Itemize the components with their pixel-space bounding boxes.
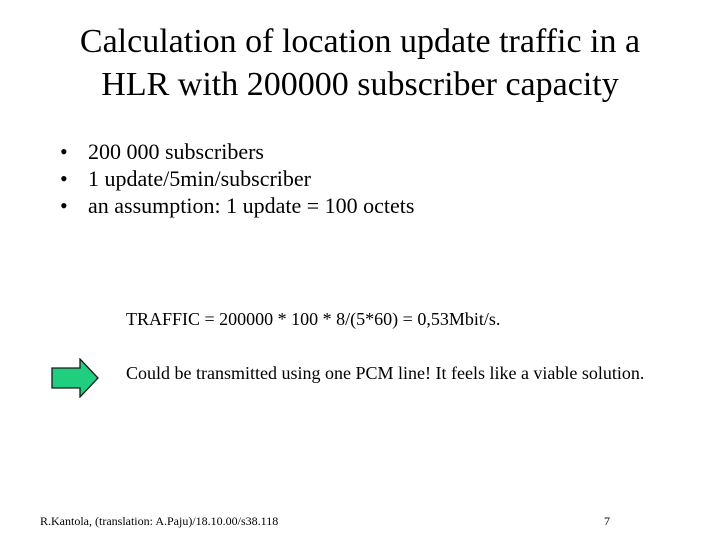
slide-title-line-2: HLR with 200000 subscriber capacity xyxy=(101,66,619,103)
traffic-formula: TRAFFIC = 200000 * 100 * 8/(5*60) = 0,53Mbit/s. xyxy=(126,309,501,329)
page-number: 7 xyxy=(604,514,610,528)
bullet-item xyxy=(60,138,420,165)
footer-credit: R.Kantola, (translation: A.Paju)/18.10.00/s38.118 xyxy=(40,514,279,528)
bullet-text: 1 update/5min/subscriber xyxy=(88,166,312,191)
bullet-item xyxy=(60,192,420,219)
bullet-list xyxy=(60,138,420,219)
bullet-text: an assumption: 1 update = 100 octets xyxy=(88,193,415,218)
bullet-text: 200 000 subscribers xyxy=(88,139,264,164)
right-arrow-icon xyxy=(50,358,100,398)
slide-title xyxy=(40,20,680,106)
bullet-item xyxy=(60,165,420,192)
bullet-dot: • xyxy=(60,139,68,164)
slide-title-line-1: Calculation of location update traffic in a xyxy=(79,23,641,60)
conclusion-text: Could be transmitted using one PCM line! It feels like a viable solution. xyxy=(126,363,645,383)
bullet-dot: • xyxy=(60,166,68,191)
bullet-dot: • xyxy=(60,193,68,218)
